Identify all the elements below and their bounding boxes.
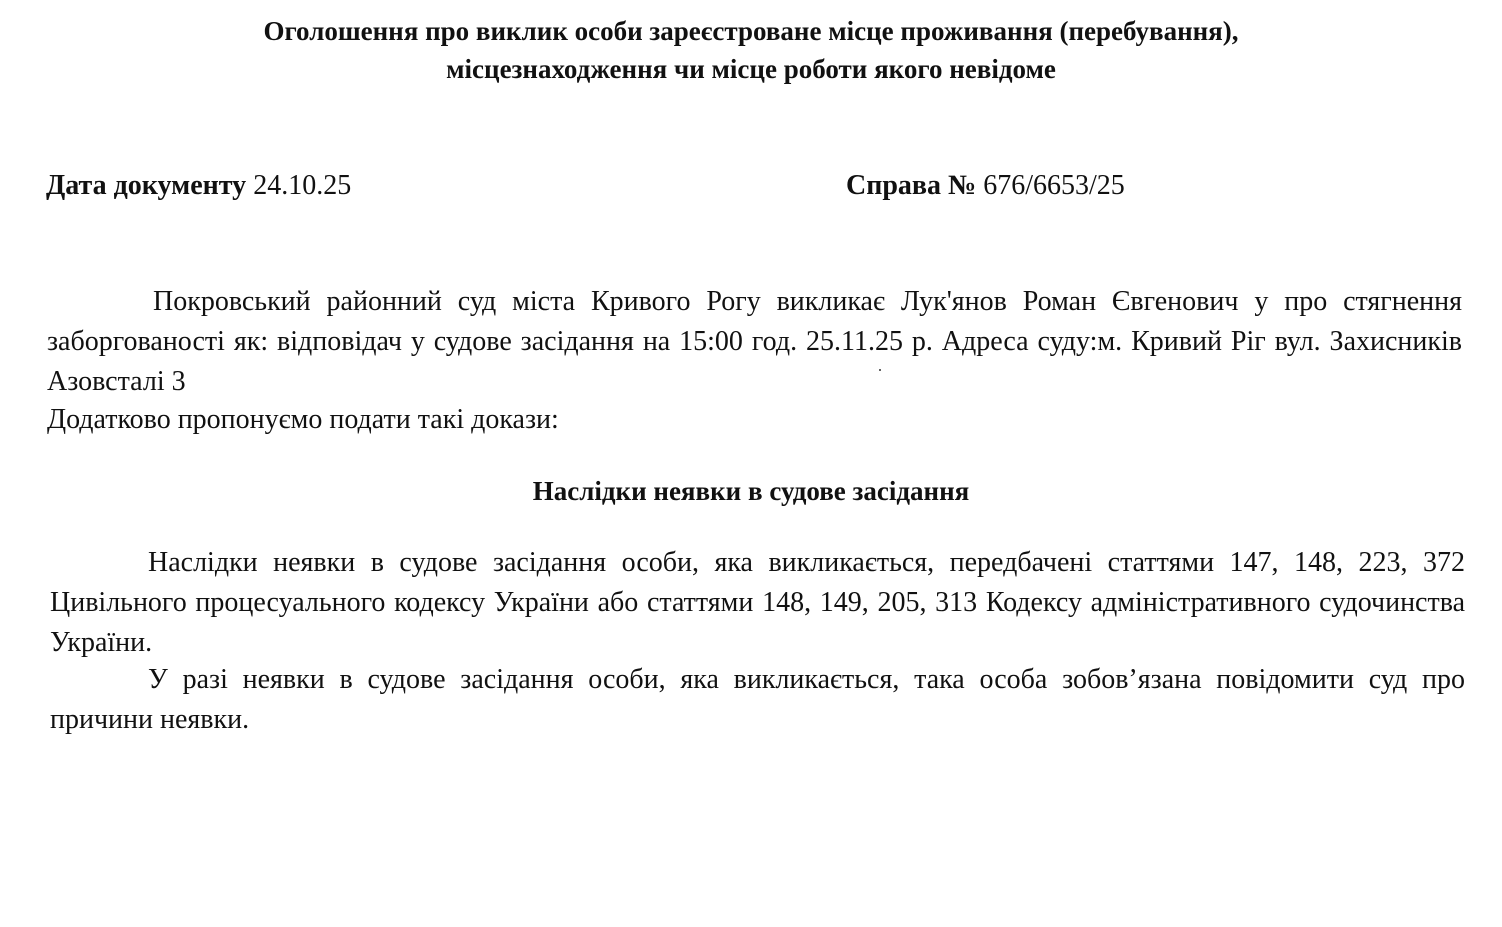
evidence-paragraph: Додатково пропонуємо подати такі докази: bbox=[47, 404, 559, 435]
case-number-label: Справа № bbox=[846, 170, 977, 201]
summons-paragraph: Покровський районний суд міста Кривого Рогу викликає Лук'янов Роман Євгенович у про стягнення заборгованості як: відповідач у судове засідання на 15:00 год. 25.11.25 р. Адреса суду:м. Кривий Ріг вул. Захисників Азовсталі 3 bbox=[47, 286, 1462, 397]
consequences-paragraph: Наслідки неявки в судове засідання особи, яка викликається, передбачені статтями 147, 148, 223, 372 Цивільного процесуального кодексу України або статтями 148, 149, 205, 313 Кодексу адміністративного судочинства України. bbox=[50, 547, 1465, 658]
consequences-heading: Наслідки неявки в судове засідання bbox=[532, 476, 970, 506]
obligation-paragraph: У разі неявки в судове засідання особи, яка викликається, така особа зобов’язана повідомити суд про причини неявки. bbox=[50, 664, 1465, 735]
document-title bbox=[0, 12, 1502, 88]
case-number bbox=[846, 168, 1125, 204]
case-number-value: 676/6653/25 bbox=[983, 170, 1125, 201]
document-date bbox=[46, 168, 351, 204]
scan-speck bbox=[879, 369, 881, 371]
document-title-line-1: Оголошення про виклик особи зареєстроване місце проживання (перебування), bbox=[263, 16, 1239, 46]
document-title-line-2: місцезнаходження чи місце роботи якого невідоме bbox=[446, 54, 1056, 84]
document-date-value: 24.10.25 bbox=[253, 170, 352, 201]
document-date-label: Дата документу bbox=[46, 170, 247, 201]
